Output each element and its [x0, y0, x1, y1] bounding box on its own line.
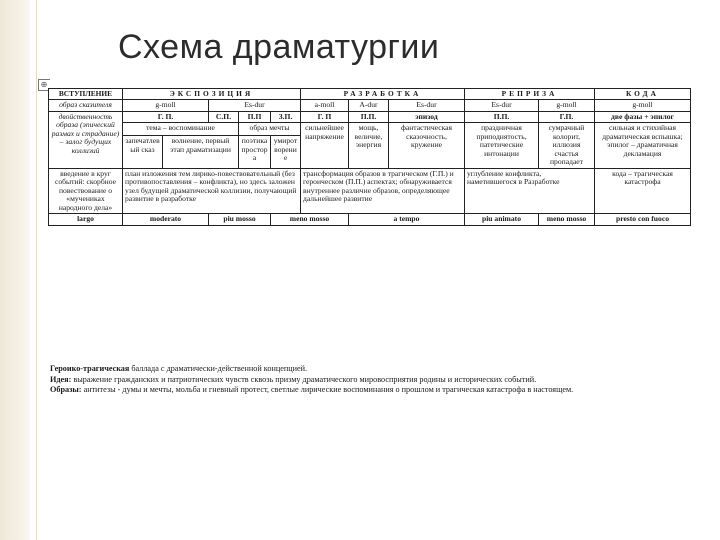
- character-cell: фантастическая сказочность, кружение: [389, 123, 465, 169]
- header-reprise: РЕПРИЗА: [465, 89, 595, 100]
- images-line: [50, 385, 698, 396]
- embedded-document: [48, 80, 700, 412]
- development-plan-cell: трансформация образов в трагическом (Г.П.) и героическом (П.П.) аспектах; обнаруживается внутреннее различие образов, определяющее дальнейшее развитие: [301, 168, 465, 214]
- idea-line: [50, 375, 698, 386]
- key-cell: A-dur: [349, 100, 389, 112]
- character-cell: умиротворение: [271, 136, 301, 168]
- section-label: С.П.: [209, 111, 239, 123]
- section-label: Г.П.: [539, 111, 595, 123]
- table-row: [49, 123, 691, 136]
- section-label: П.П.: [465, 111, 539, 123]
- intro-image-cell: образ сказителя: [49, 100, 123, 112]
- character-cell: волнение, первый этап драматизации: [163, 136, 239, 168]
- section-label: З.П.: [271, 111, 301, 123]
- genre-label: Героико-трагическая: [50, 364, 130, 373]
- key-cell: g-moll: [595, 100, 691, 112]
- tempo-cell: piu animato: [465, 214, 539, 226]
- table-row: [49, 100, 691, 112]
- header-development: РАЗРАБОТКА: [301, 89, 465, 100]
- key-cell: a-moll: [301, 100, 349, 112]
- side-decoration-bar: [0, 0, 30, 540]
- idea-text: выражение гражданских и патриотических чувств сквозь призму драматического мировосприятия родины и исторических событий.: [73, 374, 537, 384]
- exposition-plan-cell: план изложения тем лирико-повествовательный (без противопоставления – конфликта), но здесь заложен узел будущей драматической коллизии, получающий развитие в разработке: [123, 168, 301, 214]
- section-label: эпизод: [389, 111, 465, 123]
- header-coda: КОДА: [595, 89, 691, 100]
- tempo-cell: a tempo: [349, 214, 465, 226]
- drama-scheme-table: [48, 88, 691, 226]
- table-row: [49, 168, 691, 214]
- table-row: [49, 111, 691, 123]
- character-cell: мощь, величие, энергия: [349, 123, 389, 169]
- key-cell: g-moll: [539, 100, 595, 112]
- side-decoration-line: [36, 0, 37, 540]
- section-label: две фазы + эпилог: [595, 111, 691, 123]
- idea-label: Идея:: [50, 374, 72, 384]
- reprise-plan-cell: углубление конфликта, наметившегося в Разработке: [465, 168, 595, 214]
- coda-plan-cell: кода – трагическая катастрофа: [595, 168, 691, 214]
- intro-role-cell: введение в круг событий: скорбное повествование о «мучениках народного дела»: [49, 168, 123, 214]
- table-move-handle-icon[interactable]: ⊕: [38, 79, 50, 91]
- tempo-cell: largo: [49, 214, 123, 226]
- section-label: П.П.: [349, 111, 389, 123]
- character-cell: сильнейшее напряжение: [301, 123, 349, 169]
- theme-cell: тема – воспоминание: [123, 123, 239, 136]
- character-cell: праздничная приподнятость, патетические интонации: [465, 123, 539, 169]
- key-cell: Es-dur: [209, 100, 301, 112]
- section-label: П.П: [239, 111, 271, 123]
- key-cell: Es-dur: [389, 100, 465, 112]
- images-label: Образы:: [50, 385, 82, 395]
- tempo-cell: presto con fuoco: [595, 214, 691, 226]
- images-text: антитезы - думы и мечты, мольба и гневный протест, светлые лирические воспоминания о прошлом и трагическая катастрофа в настоящем.: [83, 385, 574, 395]
- header-intro: ВСТУПЛЕНИЕ: [49, 89, 123, 100]
- section-label: Г. П.: [123, 111, 209, 123]
- tempo-cell: moderato: [123, 214, 209, 226]
- section-label: Г. П: [301, 111, 349, 123]
- header-exposition: ЭКСПОЗИЦИЯ: [123, 89, 301, 100]
- dream-cell: образ мечты: [239, 123, 301, 136]
- key-cell: Es-dur: [465, 100, 539, 112]
- genre-text: баллада с драматически-действенной концепцией.: [131, 364, 308, 373]
- table-row: [49, 214, 691, 226]
- slide-title: Схема драматургии: [118, 28, 440, 66]
- tempo-cell: piu mosso: [209, 214, 271, 226]
- character-cell: поэтика простора: [239, 136, 271, 168]
- notes-block: [50, 364, 698, 396]
- tempo-cell: meno mosso: [539, 214, 595, 226]
- character-cell: сильная и стихийная драматическая вспышка; эпилог – драматичная декламация: [595, 123, 691, 169]
- table-row: [49, 89, 691, 100]
- character-cell: запечатлевый сказ: [123, 136, 163, 168]
- intro-description: двойственность образа (эпический размах и страдание) – залог будущих коллизий: [49, 111, 123, 168]
- tempo-cell: meno mosso: [271, 214, 349, 226]
- key-cell: g-moll: [123, 100, 209, 112]
- genre-line: [50, 364, 698, 375]
- character-cell: сумрачный колорит, иллюзия счастья пропадает: [539, 123, 595, 169]
